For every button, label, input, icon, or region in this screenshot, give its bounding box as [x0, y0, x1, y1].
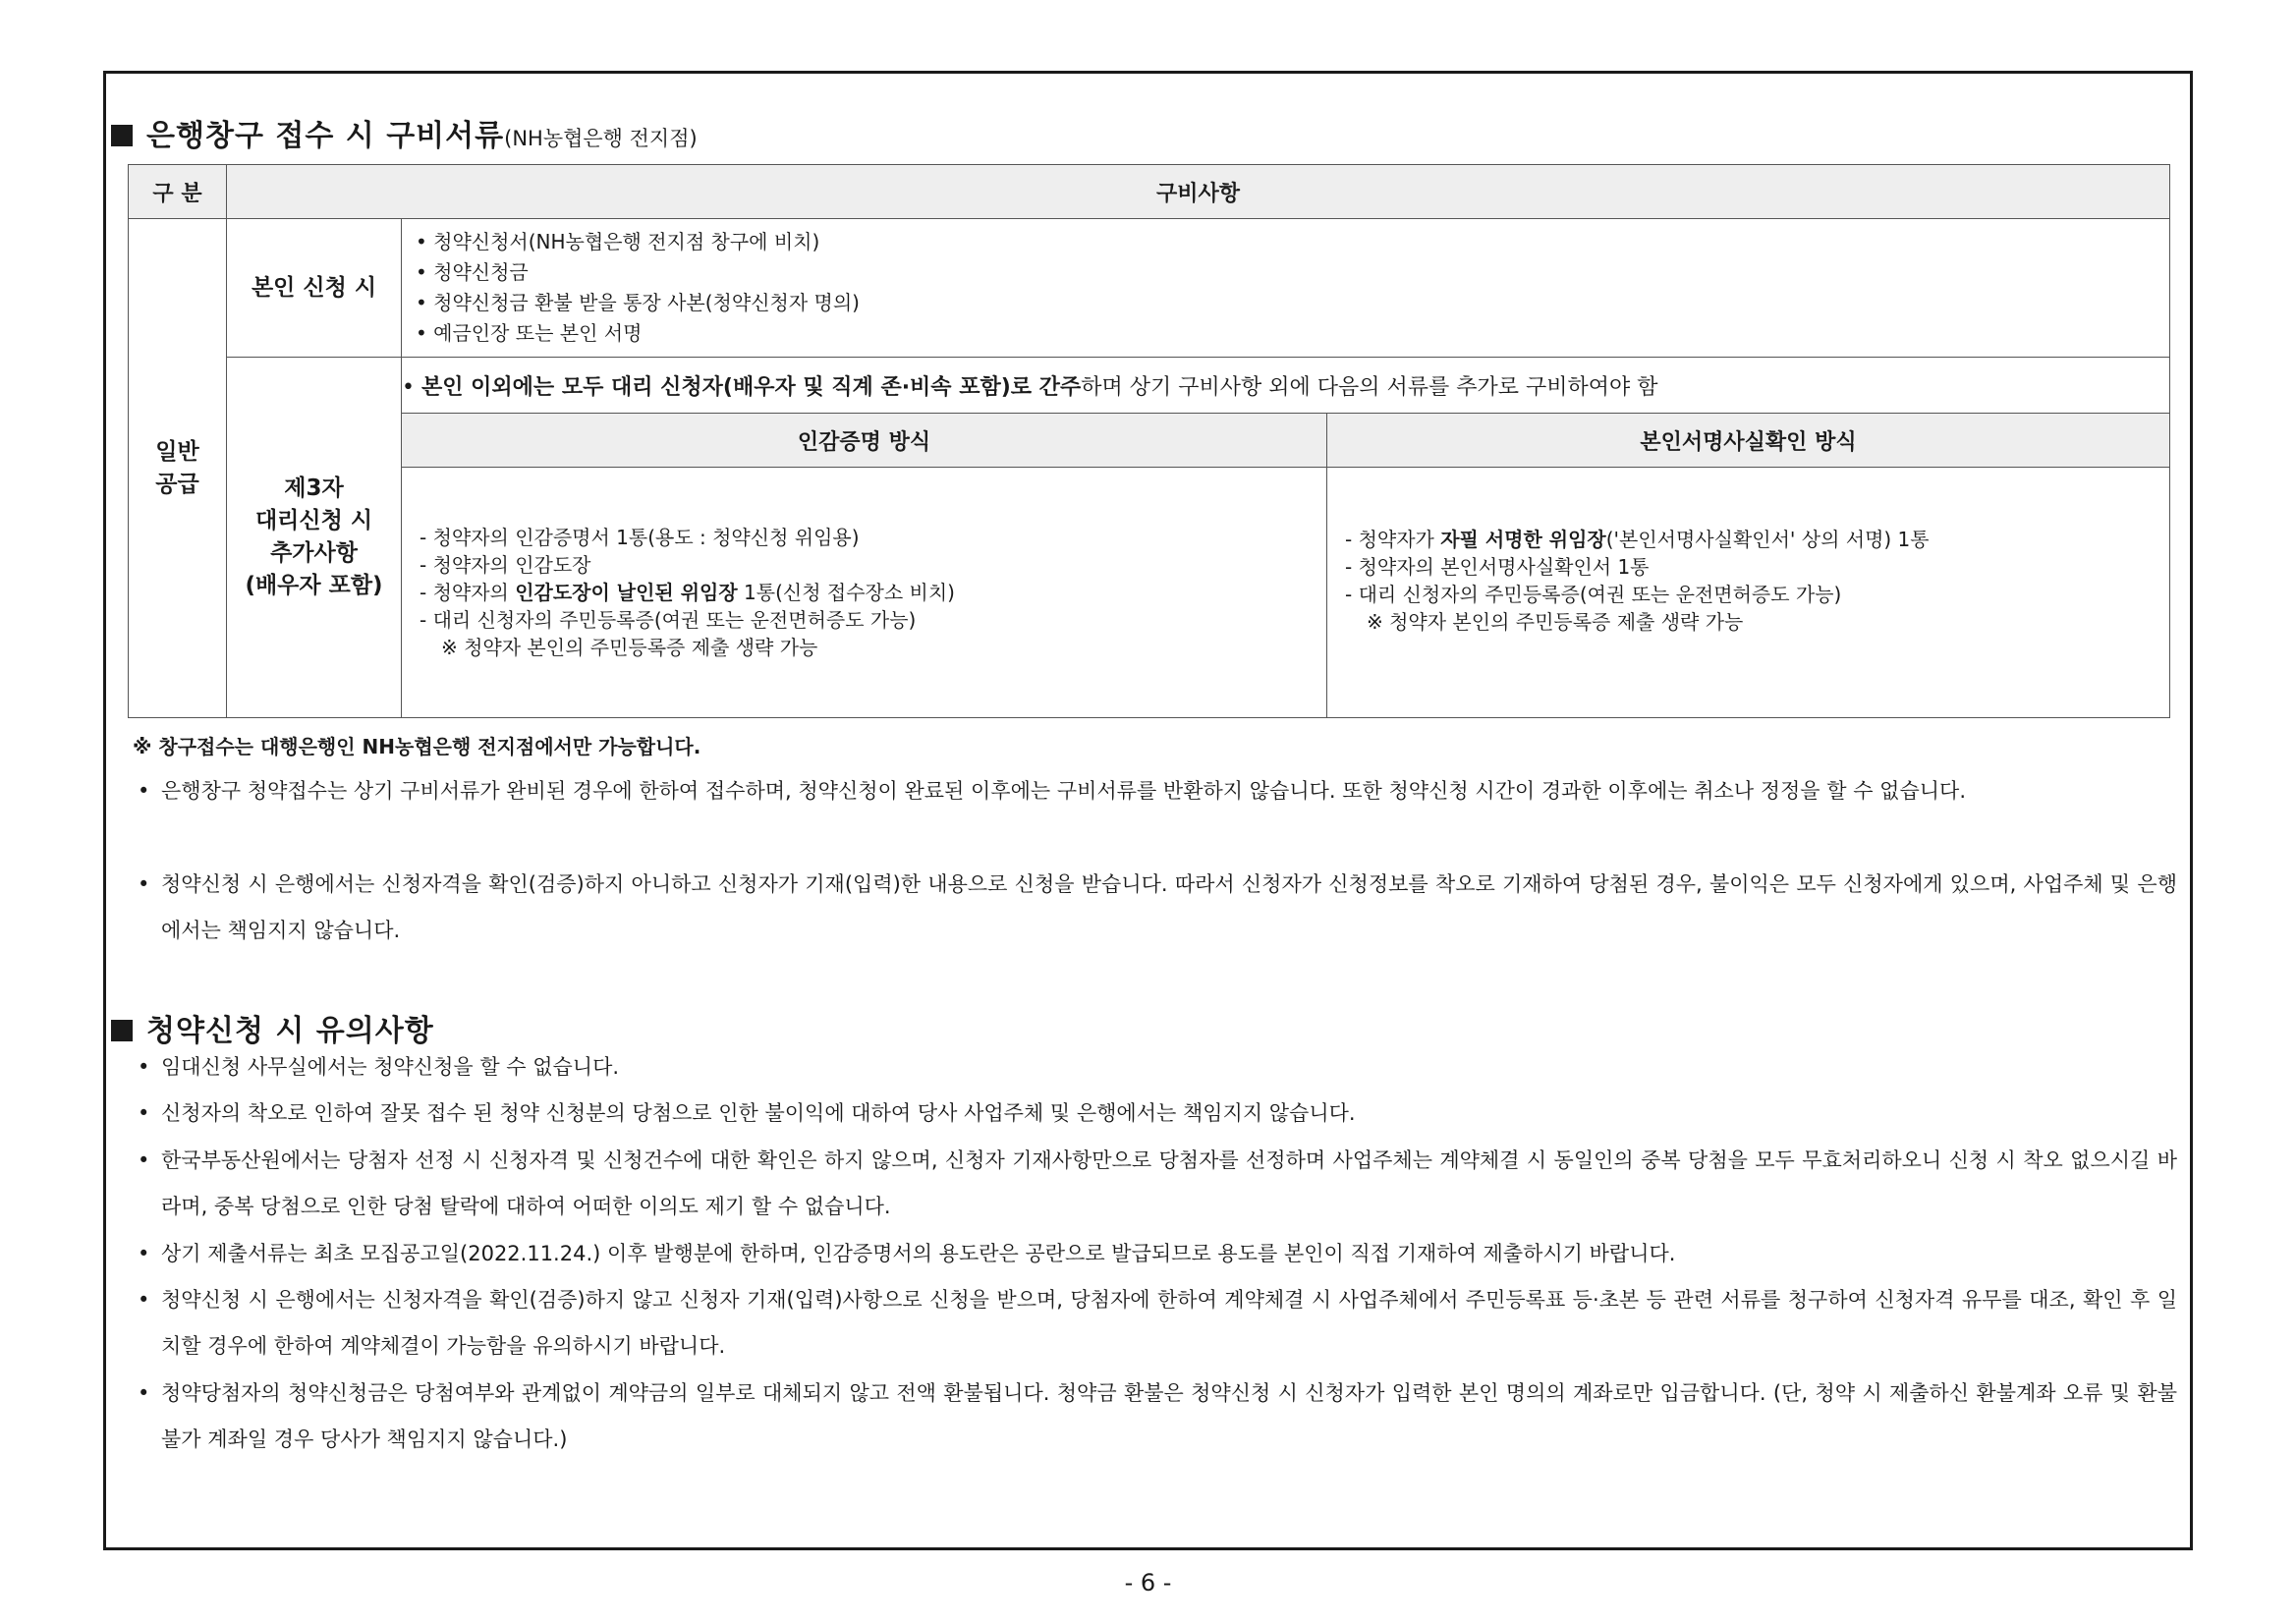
- proxy-note: • 본인 이외에는 모두 대리 신청자(배우자 및 직계 존·비속 포함)로 간주하며 상기 구비사항 외에 다음의 서류를 추가로 구비하여야 함: [402, 358, 2170, 414]
- list-item: - 청약자의 본인서명사실확인서 1통: [1345, 553, 2152, 581]
- section-subtitle: (NH농협은행 전지점): [504, 127, 698, 150]
- proxy-application-label: 제3자 대리신청 시 추가사항 (배우자 포함): [227, 358, 402, 718]
- list-item: - 청약자의 인감증명서 1통(용도 : 청약신청 위임용): [420, 524, 1309, 551]
- bullet-item: • 청약신청 시 은행에서는 신청자격을 확인(검증)하지 아니하고 신청자가 기재(입력)한 내용으로 신청을 받습니다. 따라서 신청자가 신청정보를 착오로 기재하여 당첨된 경우, 불이익은 모두 신청자에게 있으며, 사업주체 및 은행에서는 책임지지 않습니다.: [138, 862, 2177, 954]
- list-item: - 청약자가 자필 서명한 위임장('본인서명사실확인서' 상의 서명) 1통: [1345, 526, 2152, 553]
- bullet-item: • 신청자의 착오로 인하여 잘못 접수 된 청약 신청분의 당첨으로 인한 불이익에 대하여 당사 사업주체 및 은행에서는 책임지지 않습니다.: [138, 1091, 2177, 1137]
- square-bullet-icon: [111, 1020, 133, 1041]
- bullet-item: • 한국부동산원에서는 당첨자 선정 시 신청자격 및 신청건수에 대한 확인은 하지 않으며, 신청자 기재사항만으로 당첨자를 선정하며 사업주체는 계약체결 시 동일인의 중복 당첨을 모두 무효처리하오니 신청 시 착오 없으시길 바라며, 중복 당첨으로 인한 당첨 탈락에 대하여 어떠한 이의도 제기 할 수 없습니다.: [138, 1138, 2177, 1230]
- bullet-item: • 청약당첨자의 청약신청금은 당첨여부와 관계없이 계약금의 일부로 대체되지 않고 전액 환불됩니다. 청약금 환불은 청약신청 시 신청자가 입력한 본인 명의의 계좌로만 입금합니다. (단, 청약 시 제출하신 환불계좌 오류 및 환불불가 계좌일 경우 당사가 책임지지 않습니다.): [138, 1371, 2177, 1463]
- bullet-item: • 청약신청 시 은행에서는 신청자격을 확인(검증)하지 않고 신청자 기재(입력)사항으로 신청을 받으며, 당첨자에 한하여 계약체결 시 사업주체에서 주민등록표 등·초본 등 관련 서류를 청구하여 신청자격 유무를 대조, 확인 후 일치할 경우에 한하여 계약체결이 가능함을 유의하시기 바랍니다.: [138, 1277, 2177, 1370]
- page-number: - 6 -: [1124, 1569, 1172, 1596]
- section-title-precautions: 청약신청 시 유의사항: [111, 1006, 434, 1049]
- group-label: 일반 공급: [129, 219, 227, 718]
- list-item: • 청약신청서(NH농협은행 전지점 창구에 비치): [416, 227, 2156, 257]
- list-item: - 청약자의 인감도장: [420, 551, 1309, 579]
- self-application-requirements: [402, 219, 2170, 358]
- signature-method-header: 본인서명사실확인 방식: [1327, 414, 2170, 468]
- header-category: 구 분: [129, 165, 227, 219]
- seal-method-header: 인감증명 방식: [402, 414, 1327, 468]
- bullet-item: • 은행창구 청약접수는 상기 구비서류가 완비된 경우에 한하여 접수하며, 청약신청이 완료된 이후에는 구비서류를 반환하지 않습니다. 또한 청약신청 시간이 경과한 이후에는 취소나 정정을 할 수 없습니다.: [138, 768, 2177, 814]
- seal-method-items: [402, 468, 1327, 718]
- window-notice: ※ 창구접수는 대행은행인 NH농협은행 전지점에서만 가능합니다.: [133, 735, 701, 758]
- self-application-label: 본인 신청 시: [227, 219, 402, 358]
- list-item: • 청약신청금 환불 받을 통장 사본(청약신청자 명의): [416, 288, 2156, 318]
- documents-table: [128, 164, 2170, 718]
- list-note: ※ 청약자 본인의 주민등록증 제출 생략 가능: [441, 636, 818, 659]
- list-item: • 예금인장 또는 본인 서명: [416, 318, 2156, 349]
- signature-method-items: [1327, 468, 2170, 718]
- square-bullet-icon: [111, 125, 133, 146]
- list-item: - 청약자의 인감도장이 날인된 위임장 1통(신청 접수장소 비치): [420, 579, 1309, 606]
- list-note: ※ 청약자 본인의 주민등록증 제출 생략 가능: [1367, 610, 1744, 634]
- list-item: • 청약신청금: [416, 257, 2156, 288]
- bullet-item: • 상기 제출서류는 최초 모집공고일(2022.11.24.) 이후 발행분에 한하며, 인감증명서의 용도란은 공란으로 발급되므로 용도를 본인이 직접 기재하여 제출하시기 바랍니다.: [138, 1231, 2177, 1277]
- list-item: - 대리 신청자의 주민등록증(여권 또는 운전면허증도 가능): [1345, 581, 2152, 608]
- section-title-bank-documents: 은행창구 접수 시 구비서류(NH농협은행 전지점): [111, 111, 698, 154]
- bullet-item: • 임대신청 사무실에서는 청약신청을 할 수 없습니다.: [138, 1044, 2177, 1091]
- list-item: - 대리 신청자의 주민등록증(여권 또는 운전면허증도 가능): [420, 606, 1309, 634]
- header-requirements: 구비사항: [227, 165, 2170, 219]
